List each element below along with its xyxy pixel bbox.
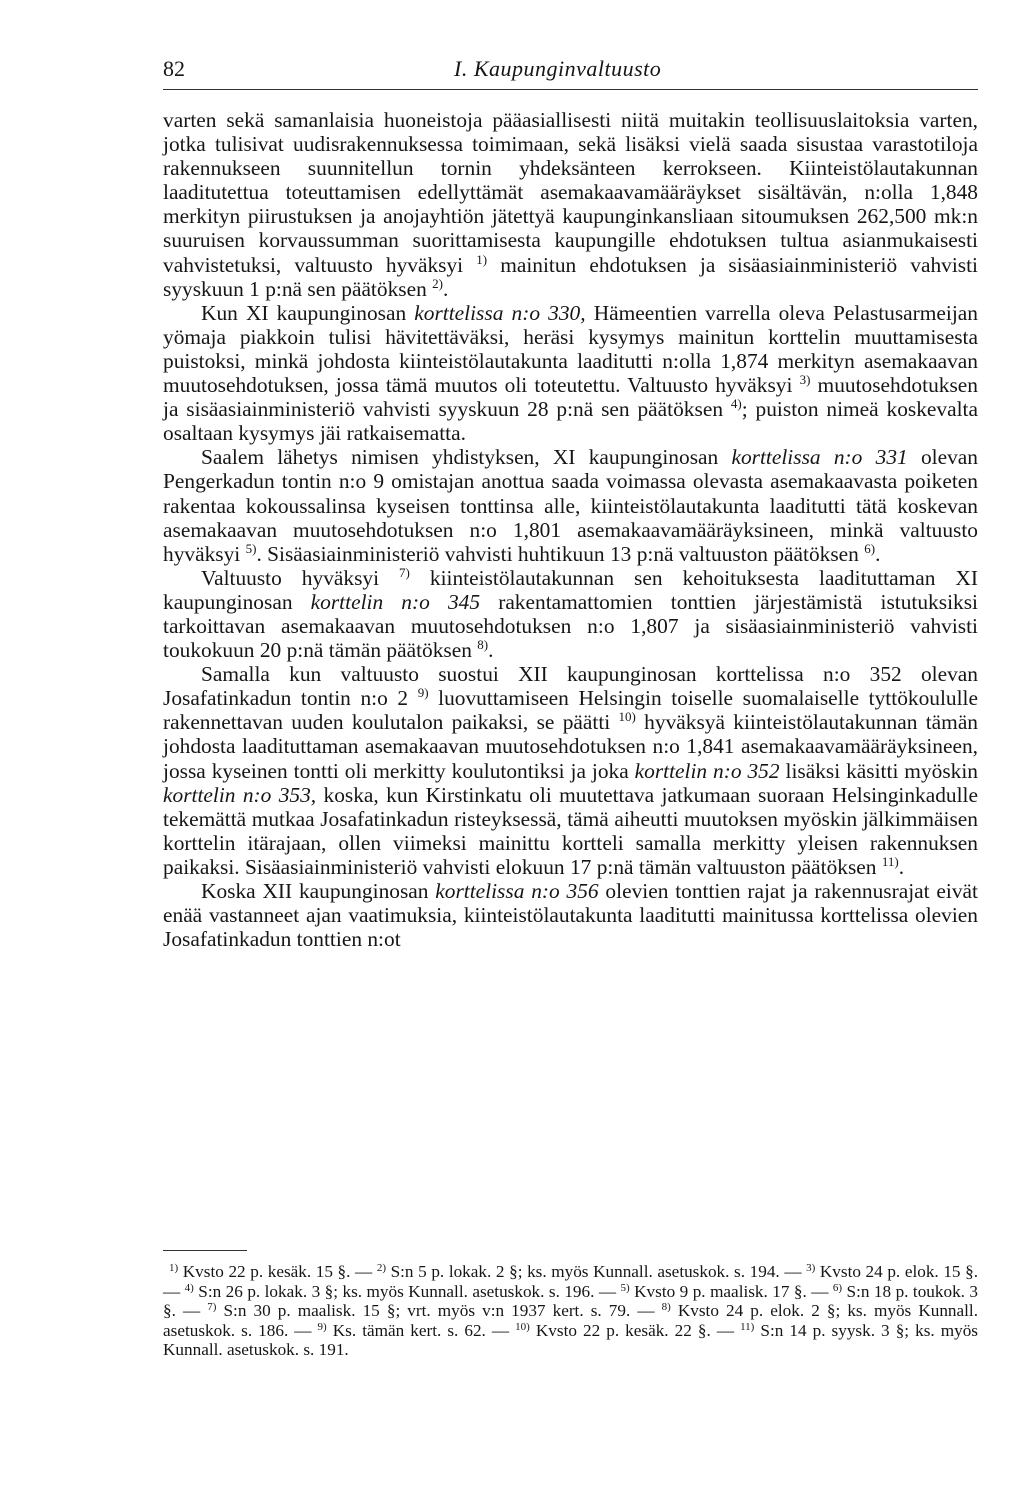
footnotes [163, 1262, 978, 1360]
footnote-ref: 1) [476, 251, 488, 267]
footnote-ref: 10) [618, 709, 636, 725]
footnote-ref: 2) [376, 1262, 386, 1274]
footnote-ref: 9) [317, 1320, 327, 1333]
footnote-ref: 7) [399, 564, 410, 580]
italic-term: korttelin n:o 352 [634, 758, 780, 783]
paragraph [163, 445, 978, 565]
header-rule [163, 89, 978, 90]
text-run: muutosehdotuksen ja sisäasiainministeriö vahvisti syyskuun 28 p:nä sen päätöksen [163, 373, 978, 422]
footnote-rule [163, 1250, 247, 1251]
footnote-ref: 4) [730, 396, 742, 412]
text-run: S:n 18 p. toukok. 3 §. — [163, 1281, 979, 1321]
text-run: varten sekä samanlaisia huoneistoja pääasiallisesti niitä muitakin teollisuuslaitoksia varten, jotka tulisivat uudisrakennuksessa toimimaan, sekä lisäksi vielä saada sisustaa varastotiloja rakennukseen suunnitellun tornin yhdeksänteen kerrokseen. Kiinteistölautakunnan laaditutettua toteuttamisen edellyttämät asemakaavamääräykset sisältävän, n:olla 1,848 merkityn piirustuksen ja anojayhtiön jätettyä kaupunginkansliaan sitoumuksen 262,500 mk:n suuruisen korvaussumman suorittamisesta kaupungille ehdotuksen tultua asianmukaisesti vahvistetuksi, valtuusto hyväksyi [163, 108, 978, 277]
text-run: Samalla kun valtuusto suostui XII kaupunginosan korttelissa n:o 352 olevan Josafatinkadun tontin n:o 2 [163, 662, 978, 711]
text-run: mainitun ehdotuksen ja sisäasiainministeriö vahvisti syyskuun 1 p:nä sen päätöksen [163, 252, 978, 301]
footnote-ref: 10) [515, 1320, 530, 1333]
footnote-ref: 1) [169, 1262, 179, 1274]
text-run: luovuttamiseen Helsingin toiselle suomalaiselle tyttökoululle rakennettavan uuden koulutalon paikaksi, se päätti [163, 686, 978, 735]
text-run: S:n 26 p. lokak. 3 §; ks. myös Kunnall. asetuskok. s. 196. — [193, 1281, 621, 1301]
footnote-ref: 8) [661, 1301, 671, 1314]
footnote-ref: 4) [184, 1281, 194, 1294]
text-run: kiinteistölautakunnan sen kehoituksesta laadituttaman XI kaupunginosan [163, 565, 978, 614]
text-run: olevan Pengerkadun tontin n:o 9 omistajan anottua saada voimassa olevasta asemakaavasta poiketen rakentaa kokoussalinsa kyseisen tonttinsa alle, kiinteistölautakunta laaditutti tätä koskevan asemakaavan muutosehdotuksen n:o 1,801 asemakaavamääräyksineen, minkä valtuusto hyväksyi [163, 445, 978, 566]
paragraph [163, 566, 978, 662]
text-run: Kvsto 24 p. elok. 2 §; ks. myös Kunnall. asetuskok. s. 186. — [163, 1301, 978, 1340]
footnote-ref: 9) [417, 685, 429, 701]
footnote-ref: 11) [881, 853, 899, 869]
text-run: Ks. tämän kert. s. 62. — [326, 1320, 516, 1340]
text-run: Saalem lähetys nimisen yhdistyksen, XI kaupunginosan [201, 445, 732, 470]
italic-term: korttelissa n:o 330, [414, 300, 586, 325]
text-run: rakentamattomien tonttien järjestämistä istutuksiksi tarkoittavan asemakaavan muutosehdotuksen n:o 1,807 ja sisäasiainministeriö vahvisti toukokuun 20 p:nä tämän päätöksen [163, 589, 978, 663]
text-run: . [898, 854, 905, 879]
text-run: Kvsto 24 p. elok. 15 §. — [163, 1262, 978, 1301]
text-run: olevien tonttien rajat ja rakennusrajat eivät enää vastanneet ajan vaatimuksia, kiinteistölautakunta laaditutti mainitussa korttelissa olevien Josafatinkadun tonttien n:ot [163, 879, 978, 952]
text-run: S:n 5 p. lokak. 2 §; ks. myös Kunnall. asetuskok. s. 194. — [386, 1262, 807, 1281]
footnote-ref: 2) [432, 275, 443, 291]
text-run: Valtuusto hyväksyi [201, 565, 400, 590]
text-run: . [442, 276, 449, 301]
text-run: koska, kun Kirstinkatu oli muutettava jatkumaan suoraan Helsinginkadulle tekemättä mutkaa Josafatinkadun risteyksessä, tämä aiheutti muutoksen myöskin jälkimmäisen korttelin itärajaan, ollen viimeksi mainittu kortteli samalla merkitty yleisen rakennuksen paikaksi. Sisäasiainministeriö vahvisti elokuun 17 p:nä tämän valtuuston päätöksen [163, 782, 978, 879]
text-run: hyväksyä kiinteistölautakunnan tämän johdosta laadituttaman asemakaavan muutosehdotuksen n:o 1,841 asemakaavamääräyksineen, jossa kyseinen tontti oli merkitty koulutontiksi ja joka [163, 710, 979, 783]
paragraph [163, 108, 978, 301]
footnote-ref: 5) [620, 1281, 630, 1294]
text-run: lisäksi käsitti myöskin [779, 758, 978, 783]
page-number: 82 [163, 56, 185, 81]
text-run: Hämeentien varrella oleva Pelastusarmeijan yömaja piakkoin tulisi hävitettäväksi, heräsi kysymys mainitun korttelin muuttamisesta puistoksi, minkä johdosta kiinteistölautakunta laaditutti n:olla 1,874 merkityn asemakaavan muutosehdotuksen, jossa tämä muutos oli toteutettu. Valtuusto hyväksyi [163, 300, 978, 398]
text-run: Kvsto 22 p. kesäk. 15 §. — [178, 1262, 377, 1281]
italic-term: korttelissa n:o 331 [731, 445, 908, 470]
text-run: Kvsto 9 p. maalisk. 17 §. — [629, 1281, 833, 1301]
footnote-ref: 11) [740, 1320, 755, 1333]
text-run: Kun XI kaupunginosan [201, 300, 415, 325]
footnote-ref: 3) [799, 372, 811, 388]
body-text [163, 108, 978, 951]
text-run: ; puiston nimeä koskevalta osaltaan kysymys jäi ratkaisematta. [163, 397, 978, 446]
footnote-text [163, 1262, 978, 1360]
footnote-ref: 8) [477, 637, 489, 653]
text-run: Kvsto 22 p. kesäk. 22 §. — [529, 1320, 741, 1340]
running-head: I. Kaupunginvaltuusto [454, 56, 662, 81]
text-run: S:n 14 p. syysk. 3 §; ks. myös Kunnall. asetuskok. s. 191. [163, 1320, 979, 1360]
footnote-ref: 5) [245, 540, 257, 556]
text-run: . [488, 638, 494, 663]
paragraph [163, 662, 978, 879]
footnote-ref: 6) [864, 540, 876, 556]
footnote-ref: 7) [207, 1301, 217, 1314]
text-run: . [875, 541, 881, 566]
paragraph [163, 879, 978, 951]
text-run: Koska XII kaupunginosan [201, 879, 436, 903]
paragraph [163, 301, 978, 446]
footnote-ref: 6) [832, 1281, 843, 1294]
italic-term: korttelin n:o 353, [163, 782, 317, 807]
page-header [163, 52, 978, 88]
text-run: . Sisäasiainministeriö vahvisti huhtikuun 13 p:nä valtuuston päätöksen [256, 541, 865, 566]
text-run: S:n 30 p. maalisk. 15 §; vrt. myös v:n 1937 kert. s. 79. — [216, 1301, 662, 1321]
italic-term: korttelissa n:o 356 [435, 879, 599, 903]
footnote-ref: 3) [806, 1262, 816, 1274]
italic-term: korttelin n:o 345 [310, 589, 481, 614]
